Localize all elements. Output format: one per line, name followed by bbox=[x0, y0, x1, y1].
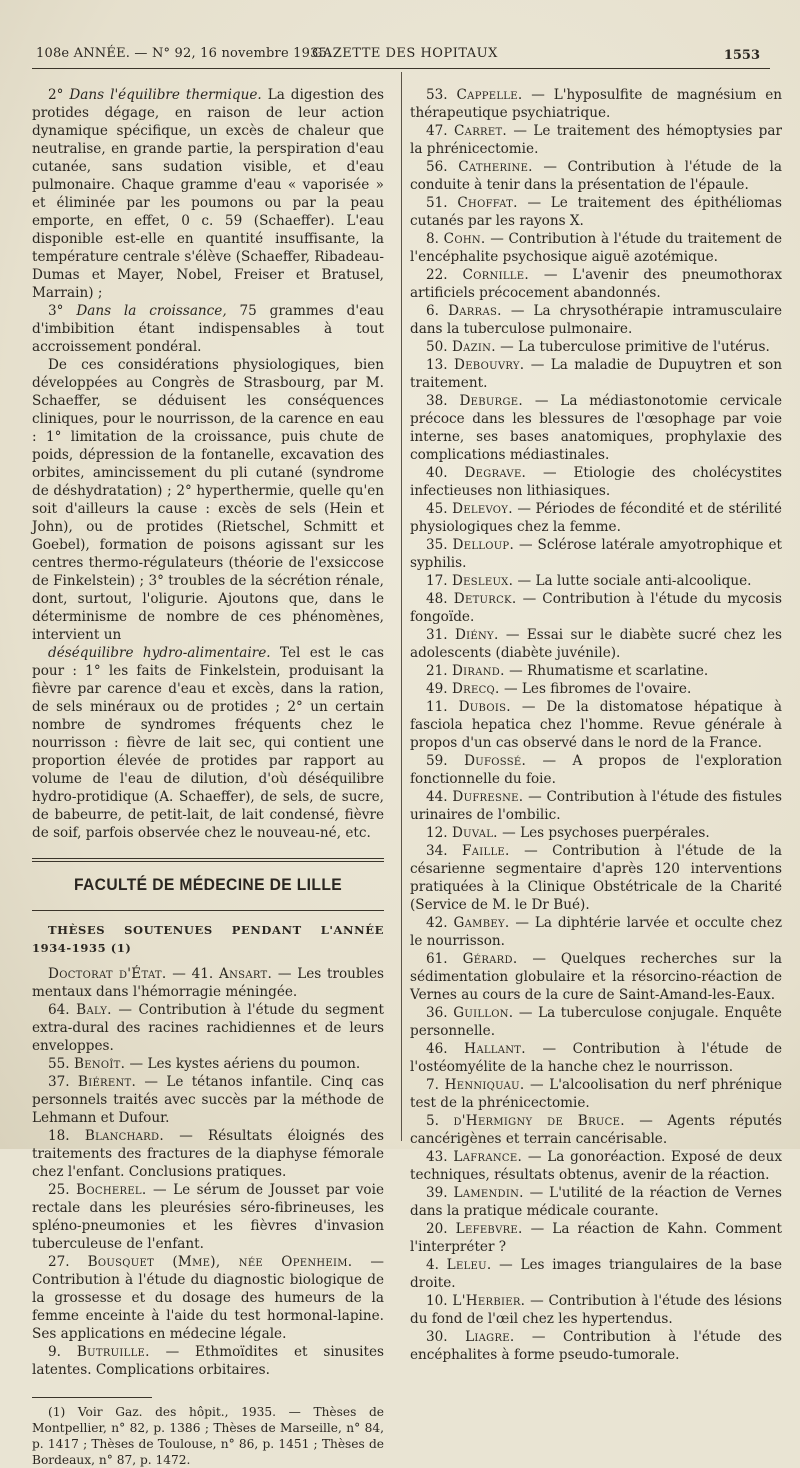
thesis-title: Essai sur le diabète sucré chez les adolescents (diabète juvénile). bbox=[410, 627, 782, 661]
thesis-entry: 38. Deburge. — La médiastonotomie cervicale précoce dans les blessures de l'œsophage par voie interne, ses bases anatomiques, prophylaxie des complications médiastinales. bbox=[410, 393, 782, 463]
thesis-author: Dubois. bbox=[458, 699, 511, 715]
thesis-title: Les images triangulaires de la base droite. bbox=[410, 1257, 782, 1291]
thesis-author: Deturck. bbox=[453, 591, 517, 607]
thesis-author: Lefebvre. bbox=[455, 1221, 523, 1237]
thesis-entry: 39. Lamendin. — L'utilité de la réaction de Vernes dans la pratique médicale courante. bbox=[410, 1185, 782, 1219]
thesis-entry: 49. Drecq. — Les fibromes de l'ovaire. bbox=[410, 680, 782, 698]
thesis-title: Etiologie des cholécystites infectieuses non lithiasiques. bbox=[410, 465, 782, 499]
thesis-title: Le sérum de Jousset par voie rectale dans les pleurésies séro-fibrineuses, les spléno-pneumonies et les fièvres d'invasion tuberculeuse de l'enfant. bbox=[32, 1182, 385, 1252]
thesis-entry: 59. Dufossé. — A propos de l'exploration fonctionnelle du foie. bbox=[410, 753, 782, 787]
paragraph-text: La digestion des protides dégage, en raison de leur action dynamique spécifique, un excès de chaleur que neutralise, en grande partie, la perspiration d'eau cutanée, sans sudation visible, et d'eau pulmonaire. Chaque gramme d'eau « vaporisée » et éliminée par les poumons ou par la peau emporte, en effet, 0 c. 59 (Schaeffer). L'eau disponible est-elle en quantité insuffisante, la température centrale s'élève (Schaeffer, Ribadeau-Dumas et Mayer, Nobel, Freiser et Bratusel, Marrain) ; bbox=[32, 87, 384, 301]
thesis-title: La diphtérie larvée et occulte chez le nourrisson. bbox=[410, 915, 782, 949]
thesis-title: La gonoréaction. Exposé de deux techniques, résultats obtenus, avenir de la réaction. bbox=[410, 1149, 782, 1183]
thesis-number: 9. bbox=[48, 1344, 61, 1360]
thesis-number: 44. bbox=[426, 789, 448, 805]
thesis-number: 31. bbox=[426, 627, 448, 643]
thesis-number: 25. bbox=[48, 1182, 70, 1198]
thesis-number: 49. bbox=[426, 681, 448, 697]
thesis-title: Contribution à l'étude du diagnostic biologique de la grossesse et du dosage des humeurs de la femme enceinte à l'aide du test hormonal-lapine. Ses applications en médecine légale. bbox=[32, 1272, 384, 1342]
thesis-author: Dazin. bbox=[451, 339, 496, 355]
thesis-entry: 31. Diény. — Essai sur le diabète sucré chez les adolescents (diabète juvénile). bbox=[410, 627, 782, 661]
thesis-number: 30. bbox=[426, 1329, 448, 1345]
thesis-number: 43. bbox=[426, 1149, 448, 1165]
thesis-author: Cornille. bbox=[462, 267, 529, 283]
thesis-author: L'Herbier. bbox=[452, 1293, 526, 1309]
thesis-number: 21. bbox=[426, 663, 448, 679]
thesis-title: La médiastonotomie cervicale précoce dans les blessures de l'œsophage par voie interne, ses bases anatomiques, prophylaxie des complications médiastinales. bbox=[410, 393, 782, 463]
page-number: 1553 bbox=[723, 48, 760, 63]
thesis-title: Sclérose latérale amyotrophique et syphilis. bbox=[410, 537, 782, 571]
thesis-number: 12. bbox=[426, 825, 448, 841]
thesis-author: Cappelle. bbox=[456, 87, 523, 103]
thesis-entry: Doctorat d'État. — 41. Ansart. — Les troubles mentaux dans l'hémorragie méningée. bbox=[32, 966, 384, 1000]
thesis-title: Le traitement des épithéliomas cutanés par les rayons X. bbox=[410, 195, 782, 229]
thesis-entry: 27. Bousquet (Mme), née Openheim. — Contribution à l'étude du diagnostic biologique de la grossesse et du dosage des humeurs de la femme enceinte à l'aide du test hormonal-lapine. Ses applications en médecine légale. bbox=[32, 1254, 384, 1342]
thesis-number: 42. bbox=[426, 915, 448, 931]
thesis-entry: 22. Cornille. — L'avenir des pneumothorax artificiels précocement abandonnés. bbox=[410, 267, 782, 301]
thesis-title: Les fibromes de l'ovaire. bbox=[521, 681, 692, 697]
thesis-author: Bocherel. bbox=[76, 1182, 147, 1198]
running-header bbox=[32, 44, 760, 66]
thesis-number: 11. bbox=[426, 699, 448, 715]
italic-phrase: déséquilibre hydro-alimentaire. bbox=[48, 645, 271, 661]
theses-list-right bbox=[410, 86, 782, 1364]
thesis-title: Contribution à l'étude de la césarienne segmentaire d'après 120 interventions pratiquées à la Clinique Obstétricale de la Charité (Service de M. le Dr Bué). bbox=[410, 843, 782, 913]
thesis-author: Faille. bbox=[462, 843, 510, 859]
body-paragraph bbox=[32, 356, 384, 644]
thesis-author: d'Hermigny de Bruce. bbox=[453, 1113, 625, 1129]
thesis-number: 40. bbox=[426, 465, 448, 481]
thesis-entry: 61. Gérard. — Quelques recherches sur la sédimentation globulaire et la résorcino-réaction de Vernes au cours de la cure de Saint-Amand-les-Eaux. bbox=[410, 951, 782, 1003]
thesis-author: Henniquau. bbox=[444, 1077, 525, 1093]
thesis-author: Catherine. bbox=[458, 159, 533, 175]
thesis-title: Rhumatisme et scarlatine. bbox=[527, 663, 709, 679]
thesis-title: Agents réputés cancérigènes et terrain cancérisable. bbox=[410, 1113, 782, 1147]
thesis-number: 55. bbox=[48, 1056, 70, 1072]
thesis-title: La tuberculose conjugale. Enquête personnelle. bbox=[410, 1005, 782, 1039]
thesis-author: Ansart. bbox=[219, 966, 273, 982]
thesis-number: 51. bbox=[426, 195, 448, 211]
thesis-number: 46. bbox=[426, 1041, 448, 1057]
section-rule-top-thin bbox=[32, 861, 384, 862]
thesis-author: Dirand. bbox=[451, 663, 505, 679]
thesis-author: Baly. bbox=[76, 1002, 112, 1018]
thesis-number: 27. bbox=[48, 1254, 70, 1270]
thesis-entry: 5. d'Hermigny de Bruce. — Agents réputés cancérigènes et terrain cancérisable. bbox=[410, 1113, 782, 1147]
thesis-title: Le tétanos infantile. Cinq cas personnels traités avec succès par la méthode de Lehmann et Dufour. bbox=[32, 1074, 384, 1126]
thesis-number: 53. bbox=[426, 87, 448, 103]
thesis-author: Hallant. bbox=[464, 1041, 526, 1057]
column-divider bbox=[401, 72, 402, 1141]
theses-list-left bbox=[32, 965, 384, 1379]
thesis-number: 22. bbox=[426, 267, 448, 283]
body-paragraph bbox=[32, 86, 384, 302]
thesis-entry: 9. Butruille. — Ethmoïdites et sinusites latentes. Complications orbitaires. bbox=[32, 1344, 384, 1378]
thesis-author: Leleu. bbox=[446, 1257, 492, 1273]
thesis-entry: 37. Biérent. — Le tétanos infantile. Cinq cas personnels traités avec succès par la méthode de Lehmann et Dufour. bbox=[32, 1074, 384, 1126]
thesis-author: Cohn. bbox=[443, 231, 486, 247]
issue-line: 108e ANNÉE. — N° 92, 16 novembre 1935. bbox=[36, 46, 332, 61]
thesis-number: 50. bbox=[426, 339, 448, 355]
thesis-entry: 21. Dirand. — Rhumatisme et scarlatine. bbox=[410, 662, 782, 680]
thesis-title: Quelques recherches sur la sédimentation globulaire et la résorcino-réaction de Vernes au cours de la cure de Saint-Amand-les-Eaux. bbox=[410, 951, 782, 1003]
body-paragraph bbox=[32, 302, 384, 356]
footnote-rule bbox=[32, 1397, 152, 1398]
thesis-entry: 40. Degrave. — Etiologie des cholécystites infectieuses non lithiasiques. bbox=[410, 465, 782, 499]
thesis-number: 36. bbox=[426, 1005, 448, 1021]
thesis-title: Contribution à l'étude de l'ostéomyélite de la hanche chez le nourrisson. bbox=[410, 1041, 782, 1075]
italic-phrase: Dans l'équilibre thermique. bbox=[69, 87, 262, 103]
thesis-entry: 6. Darras. — La chrysothérapie intramusculaire dans la tuberculose pulmonaire. bbox=[410, 303, 782, 337]
section-rule-top bbox=[32, 858, 384, 859]
section-rule-bottom bbox=[32, 910, 384, 911]
thesis-title: Contribution à l'étude des lésions du fond de l'œil chez les hypertendus. bbox=[410, 1293, 782, 1327]
thesis-entry: 30. Liagre. — Contribution à l'étude des encéphalites à forme pseudo-tumorale. bbox=[410, 1329, 782, 1363]
thesis-title: Ethmoïdites et sinusites latentes. Complications orbitaires. bbox=[32, 1344, 384, 1378]
thesis-category: Doctorat d'État. bbox=[48, 966, 167, 982]
thesis-author: Blanchard. bbox=[84, 1128, 164, 1144]
thesis-entry: 18. Blanchard. — Résultats éloignés des traitements des fractures de la diaphyse fémorale chez l'enfant. Conclusions pratiques. bbox=[32, 1128, 384, 1180]
thesis-number: 64. bbox=[48, 1002, 70, 1018]
thesis-title: Contribution à l'étude du mycosis fongoïde. bbox=[410, 591, 782, 625]
thesis-number: 17. bbox=[426, 573, 448, 589]
thesis-title: Périodes de fécondité et de stérilité physiologiques chez la femme. bbox=[410, 501, 782, 535]
thesis-author: Carret. bbox=[453, 123, 508, 139]
thesis-entry: 42. Gambey. — La diphtérie larvée et occulte chez le nourrisson. bbox=[410, 915, 782, 949]
thesis-author: Delloup. bbox=[452, 537, 515, 553]
thesis-entry: 50. Dazin. — La tuberculose primitive de l'utérus. bbox=[410, 338, 782, 356]
thesis-entry: 4. Leleu. — Les images triangulaires de la base droite. bbox=[410, 1257, 782, 1291]
thesis-author: Debouvry. bbox=[454, 357, 525, 373]
thesis-entry: 36. Guillon. — La tuberculose conjugale. Enquête personnelle. bbox=[410, 1005, 782, 1039]
thesis-entry: 55. Benoît. — Les kystes aériens du poumon. bbox=[32, 1055, 384, 1073]
thesis-title: Les psychoses puerpérales. bbox=[520, 825, 710, 841]
thesis-number: 10. bbox=[426, 1293, 448, 1309]
thesis-number: 56. bbox=[426, 159, 448, 175]
thesis-entry: 13. Debouvry. — La maladie de Dupuytren et son traitement. bbox=[410, 357, 782, 391]
thesis-title: Contribution à l'étude des encéphalites à forme pseudo-tumorale. bbox=[410, 1329, 782, 1363]
thesis-number: 38. bbox=[426, 393, 448, 409]
thesis-entry: 56. Catherine. — Contribution à l'étude de la conduite à tenir dans la présentation de l'épaule. bbox=[410, 159, 782, 193]
thesis-author: Butruille. bbox=[76, 1344, 150, 1360]
thesis-number: 61. bbox=[426, 951, 448, 967]
thesis-number: 41. bbox=[191, 966, 214, 982]
thesis-author: Deburge. bbox=[459, 393, 523, 409]
thesis-number: 47. bbox=[426, 123, 448, 139]
thesis-title: L'utilité de la réaction de Vernes dans la pratique médicale courante. bbox=[410, 1185, 782, 1219]
thesis-title: Le traitement des hémoptysies par la phrénicectomie. bbox=[410, 123, 782, 157]
thesis-author: Duval. bbox=[451, 825, 498, 841]
thesis-entry: 48. Deturck. — Contribution à l'étude du mycosis fongoïde. bbox=[410, 591, 782, 625]
thesis-entry: 34. Faille. — Contribution à l'étude de la césarienne segmentaire d'après 120 interventions pratiquées à la Clinique Obstétricale de la Charité (Service de M. le Dr Bué). bbox=[410, 843, 782, 913]
thesis-number: 34. bbox=[426, 843, 448, 859]
thesis-entry: 45. Delevoy. — Périodes de fécondité et de stérilité physiologiques chez la femme. bbox=[410, 501, 782, 535]
thesis-author: Gambey. bbox=[453, 915, 510, 931]
thesis-author: Drecq. bbox=[451, 681, 500, 697]
paragraph-text: Tel est le cas pour : 1° les faits de Finkelstein, produisant la fièvre par carence d'eau et excès, dans la ration, de sels minéraux ou de protides ; 2° un certain nombre de syndromes fréquents chez le nourrisson : fièvre de lait sec, qui contient une proportion élevée de protides par rapport au volume de l'eau de dilution, d'où déséquilibre hydro-protidique (A. Schaeffer), de sels, de sucre, de babeurre, de petit-lait, de lait condensé, fièvre de soif, parfois observée chez le nouveau-né, etc. bbox=[32, 645, 384, 841]
thesis-entry: 35. Delloup. — Sclérose latérale amyotrophique et syphilis. bbox=[410, 537, 782, 571]
thesis-author: Darras. bbox=[448, 303, 502, 319]
thesis-author: Biérent. bbox=[77, 1074, 137, 1090]
thesis-title: L'hyposulfite de magnésium en thérapeutique psychiatrique. bbox=[410, 87, 782, 121]
thesis-author: Dufresne. bbox=[452, 789, 524, 805]
section-title: FACULTÉ DE MÉDECINE DE LILLE bbox=[73, 875, 343, 894]
thesis-title: Contribution à l'étude du segment extra-dural des racines rachidiennes et de leurs enveloppes. bbox=[32, 1002, 385, 1054]
thesis-author: Lamendin. bbox=[453, 1185, 524, 1201]
thesis-entry: 8. Cohn. — Contribution à l'étude du traitement de l'encéphalite psychosique aiguë azotémique. bbox=[410, 231, 782, 265]
thesis-number: 37. bbox=[48, 1074, 70, 1090]
thesis-entry: 43. Lafrance. — La gonoréaction. Exposé de deux techniques, résultats obtenus, avenir de la réaction. bbox=[410, 1149, 782, 1183]
thesis-title: La réaction de Kahn. Comment l'interpréter ? bbox=[410, 1221, 782, 1255]
thesis-number: 4. bbox=[426, 1257, 439, 1273]
thesis-title: Les kystes aériens du poumon. bbox=[147, 1056, 361, 1072]
thesis-entry: 64. Baly. — Contribution à l'étude du segment extra-dural des racines rachidiennes et de leurs enveloppes. bbox=[32, 1002, 385, 1054]
thesis-author: Bousquet (Mme), née Openheim. bbox=[87, 1254, 353, 1270]
thesis-title: L'alcoolisation du nerf phrénique test de la phrénicectomie. bbox=[410, 1077, 783, 1111]
thesis-author: Dufossé. bbox=[464, 753, 527, 769]
thesis-entry: 25. Bocherel. — Le sérum de Jousset par voie rectale dans les pleurésies séro-fibrineuses, les spléno-pneumonies et les fièvres d'invasion tuberculeuse de l'enfant. bbox=[32, 1182, 385, 1252]
thesis-number: 20. bbox=[426, 1221, 448, 1237]
italic-phrase: Dans la croissance, bbox=[76, 303, 227, 319]
thesis-entry: 20. Lefebvre. — La réaction de Kahn. Comment l'interpréter ? bbox=[410, 1221, 782, 1255]
thesis-entry: 10. L'Herbier. — Contribution à l'étude des lésions du fond de l'œil chez les hypertendus. bbox=[410, 1293, 782, 1327]
thesis-number: 7. bbox=[426, 1077, 439, 1093]
thesis-title: Contribution à l'étude de la conduite à tenir dans la présentation de l'épaule. bbox=[410, 159, 782, 193]
thesis-author: Degrave. bbox=[464, 465, 527, 481]
thesis-title: La tuberculose primitive de l'utérus. bbox=[518, 339, 770, 355]
thesis-entry: 44. Dufresne. — Contribution à l'étude des fistules urinaires de l'ombilic. bbox=[410, 789, 782, 823]
thesis-title: La chrysothérapie intramusculaire dans la tuberculose pulmonaire. bbox=[410, 303, 782, 337]
thesis-author: Liagre. bbox=[465, 1329, 515, 1345]
paragraph-text: De ces considérations physiologiques, bien développées au Congrès de Strasbourg, par M. Schaeffer, se déduisent les conséquences cliniques, pour le nourrisson, de la carence en eau : 1° limitation de la croissance, puis chute de poids, dépression de la fontanelle, excavation des orbites, amincissement du pli cutané (syndrome de déshydratation) ; 2° hyperthermie, quelle qu'en soit d'ailleurs la cause : excès de sels (Hein et John), ou de protides (Rietschel, Schmitt et Goebel), formation de poisons agissant sur les centres thermo-régulateurs (théorie de l'exsiccose de Finkelstein) ; 3° troubles de la sécrétion rénale, dont, surtout, l'oligurie. Ajoutons que, dans le déterminisme de nombre de ces phénomènes, intervient un bbox=[32, 357, 384, 643]
paragraph-lead: 2° bbox=[48, 87, 70, 103]
footnote: (1) Voir Gaz. des hôpit., 1935. — Thèses de Montpellier, n° 82, p. 1386 ; Thèses de Marseille, n° 84, p. 1417 ; Thèses de Toulouse, n° 86, p. 1451 ; Thèses de Bordeaux, n° 87, p. 1472. bbox=[32, 1405, 384, 1467]
thesis-entry: 11. Dubois. — De la distomatose hépatique à fasciola hepatica chez l'homme. Revue générale à propos d'un cas observé dans le nord de la France. bbox=[410, 699, 782, 751]
thesis-number: 59. bbox=[426, 753, 448, 769]
thesis-author: Choffat. bbox=[457, 195, 518, 211]
thesis-author: Benoît. bbox=[73, 1056, 126, 1072]
thesis-author: Gérard. bbox=[462, 951, 518, 967]
thesis-entry: 46. Hallant. — Contribution à l'étude de l'ostéomyélite de la hanche chez le nourrisson. bbox=[410, 1041, 782, 1075]
left-column bbox=[32, 86, 384, 1468]
thesis-number: 13. bbox=[426, 357, 448, 373]
thesis-title: Contribution à l'étude des fistules urinaires de l'ombilic. bbox=[410, 789, 782, 823]
thesis-number: 48. bbox=[426, 591, 448, 607]
thesis-title: L'avenir des pneumothorax artificiels précocement abandonnés. bbox=[410, 267, 782, 301]
article-body bbox=[32, 86, 384, 842]
theses-heading: THÈSES SOUTENUES PENDANT L'ANNÉE 1934-1935 (1) bbox=[32, 923, 384, 955]
thesis-title: Résultats éloignés des traitements des fractures de la diaphyse fémorale chez l'enfant. Conclusions pratiques. bbox=[32, 1128, 384, 1180]
thesis-entry: 47. Carret. — Le traitement des hémoptysies par la phrénicectomie. bbox=[410, 123, 782, 157]
body-paragraph bbox=[32, 644, 384, 842]
thesis-number: 39. bbox=[426, 1185, 448, 1201]
thesis-author: Desleux. bbox=[451, 573, 514, 589]
thesis-number: 5. bbox=[426, 1113, 439, 1129]
thesis-title: La maladie de Dupuytren et son traitement. bbox=[410, 357, 782, 391]
thesis-author: Guillon. bbox=[453, 1005, 514, 1021]
thesis-number: 18. bbox=[48, 1128, 70, 1144]
thesis-author: Lafrance. bbox=[453, 1149, 523, 1165]
thesis-number: 6. bbox=[426, 303, 439, 319]
thesis-entry: 53. Cappelle. — L'hyposulfite de magnésium en thérapeutique psychiatrique. bbox=[410, 87, 782, 121]
thesis-entry: 7. Henniquau. — L'alcoolisation du nerf phrénique test de la phrénicectomie. bbox=[410, 1077, 783, 1111]
thesis-author: Delevoy. bbox=[452, 501, 513, 517]
thesis-title: Contribution à l'étude du traitement de l'encéphalite psychosique aiguë azotémique. bbox=[410, 231, 782, 265]
header-rule bbox=[32, 68, 770, 69]
thesis-entry: 51. Choffat. — Le traitement des épithéliomas cutanés par les rayons X. bbox=[410, 195, 782, 229]
thesis-title: A propos de l'exploration fonctionnelle du foie. bbox=[410, 753, 782, 787]
thesis-title: Les troubles mentaux dans l'hémorragie méningée. bbox=[32, 966, 384, 1000]
right-column bbox=[410, 86, 782, 1364]
thesis-entry: 17. Desleux. — La lutte sociale anti-alcoolique. bbox=[410, 572, 782, 590]
paragraph-text: 75 grammes d'eau d'imbibition étant indispensables à tout accroissement pondéral. bbox=[32, 303, 384, 355]
thesis-entry: 12. Duval. — Les psychoses puerpérales. bbox=[410, 824, 782, 842]
thesis-number: 45. bbox=[426, 501, 448, 517]
thesis-title: La lutte sociale anti-alcoolique. bbox=[535, 573, 752, 589]
thesis-number: 35. bbox=[426, 537, 448, 553]
thesis-title: De la distomatose hépatique à fasciola hepatica chez l'homme. Revue générale à propos d'un cas observé dans le nord de la France. bbox=[410, 699, 782, 751]
thesis-author: Diény. bbox=[454, 627, 499, 643]
journal-title: GAZETTE DES HOPITAUX bbox=[312, 46, 498, 61]
paragraph-lead: 3° bbox=[48, 303, 77, 319]
thesis-number: 8. bbox=[426, 231, 439, 247]
